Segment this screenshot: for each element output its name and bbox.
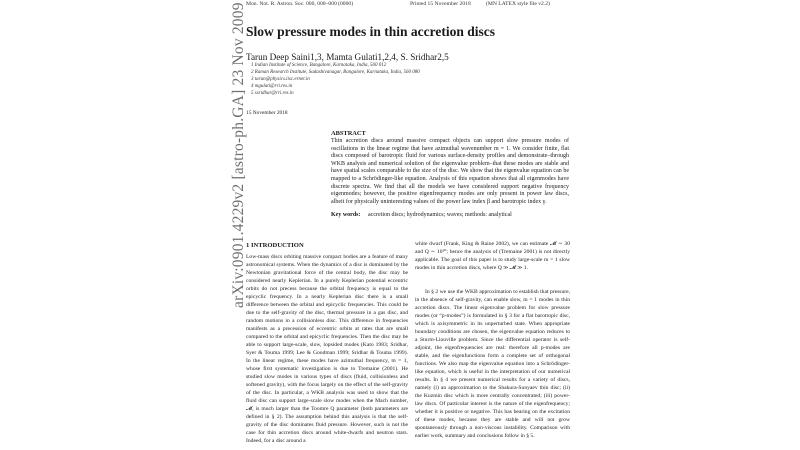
author-email-3: 5 ssridhar@rri.res.in <box>251 91 294 96</box>
paragraph: In § 2 we use the WKB approximation to establish that pressure, in the absence of self-gravity, can enable slow, m = 1 modes in thin accretion discs. The linear eigenvalue problem for slow pressure modes (or “p-modes”) is formulated in § 3 for a flat barotropic disc, which is axisymmetric in its unperturbed state. When appropriate boundary conditions are chosen, the eigenvalue equation reduces to a Sturm-Liouville problem. Since the differential operator is self-adjoint, the eigenfrequencies are real: therefore all p-modes are stable, and the eigenfunctions form a complete set of orthogonal functions. We also map the eigenvalue equation into a Schrödinger-like equation, which is useful in the interpretation of our numerical results. In § 4 we present numerical results for a variety of discs, namely (i) an approximation to the Shakura-Sunyaev thin disc; (ii) the Kuzmin disc which is more centrally concentrated; (iii) power-law discs. Of particular interest is the nature of the eigenfrequency; whether it is positive or negative. This has bearing on the excitation of these modes, because they are stable and will not grow spontaneously through a non-viscous instability. Comparison with earlier work, summary and conclusions follow in § 5. <box>415 289 570 440</box>
author-email-1: 3 tarun@physics.iisc.ernet.in <box>251 77 310 82</box>
keywords-line <box>331 212 512 218</box>
paragraph: Low-mass discs orbiting massive compact bodies are a feature of many astronomical systems. When the dynamics of a disc is dominated by the Newtonian gravitational force of the central body, the disc may be considered nearly Keplerian. In a purely Keplerian potential eccentric orbits do not precess because the orbital frequency is equal to the epicyclic frequency. In a nearly Keplerian disc there is a small difference between the orbital and epicyclic frequencies. This could be due to the self-gravity of the disc, thermal pressure in a gas disc, and random motions in a collisionless disc. This difference in frequencies manifests as a precession of eccentric orbits at rates that are small compared to the orbital and epicyclic frequencies. Then the disc may be able to support large-scale, slow, lopsided modes (Kato 1983; Sridhar, Syer & Touma 1999; Lee & Goodman 1999; Sridhar & Touma 1999). In the linear regime, these modes have azimuthal frequency, m = 1, whose first systematic investigation is due to Tremaine (2001). He studied slow modes in various types of discs (fluid, collisionless and softened gravity), with the focus largely on the effect of the self-gravity of the disc. In particular, a WKB analysis was used to show that the fluid disc can support large-scale slow modes when the Mach number, 𝓜, is much larger than the Toomre Q parameter (both parameters are defined in § 2). The assumption behind this analysis is that the self-gravity of the disc dominates fluid pressure. However, such is not the case for thin accretion discs around white-dwarfs and neutron stars. Indeed, for a disc around a <box>246 254 408 445</box>
affiliation-1: 1 Indian Institute of Science, Bangalore, Karnataka, India, 560 012 <box>251 63 387 68</box>
paragraph-gap <box>415 272 570 288</box>
author-email-2: 4 mgulati@rri.res.in <box>251 84 293 89</box>
arxiv-stamp: arXiv:0901.4229v2 [astro-ph.GA] 23 Nov 2009 <box>230 2 247 308</box>
right-column <box>415 240 570 450</box>
author-list: Tarun Deep Saini1,3, Mamta Gulati1,2,4, S. Sridhar2,5 <box>246 52 449 62</box>
submission-date: 15 November 2018 <box>246 110 288 116</box>
style-file-note: (MN LATEX style file v2.2) <box>486 1 550 7</box>
section-heading: 1 INTRODUCTION <box>246 242 304 249</box>
paper-title: Slow pressure modes in thin accretion discs <box>246 24 496 39</box>
printed-date: Printed 15 November 2018 <box>410 1 471 7</box>
keywords-text: accretion discs; hydrodynamics; waves; methods: analytical <box>368 212 512 218</box>
left-column <box>246 253 408 450</box>
affiliation-2: 2 Raman Research Institute, Sadashivanagar, Bangalore, Karnataka, India, 560 080 <box>251 70 420 75</box>
keywords-label: Key words: <box>331 212 361 218</box>
paragraph: white dwarf (Frank, King & Raine 2002), we can estimate 𝓜 ∼ 30 and Q ∼ 10¹⁰; hence the analysis of (Tremaine 2001) is not directly applicable. The goal of this paper is to study large-scale m = 1 slow modes in thin accretion discs, where Q ≫ 𝓜 ≫ 1. <box>415 241 570 272</box>
abstract-text: Thin accretion discs around massive compact objects can support slow pressure modes of oscillations in the linear regime that have azimuthal wavenumber m = 1. We consider finite, flat discs composed of barotropic fluid for various surface-density profiles and demonstrate–through WKB analysis and numerical solution of the eigenvalue problem–that these modes are stable and have spatial scales comparable to the size of the disc. We show that the eigenvalue equation can be mapped to a Schrödinger-like equation. Analysis of this equation shows that all eigenmodes have discrete spectra. We find that all the models we have considered support negative frequency eigenmodes; however, the positive eigenfrequency modes are only present in power law discs, albeit for physically uninteresting values of the power law index β and barotropic index γ. <box>331 138 569 205</box>
journal-header: Mon. Not. R. Astron. Soc. 000, 000–000 (0000) <box>246 1 354 7</box>
abstract-heading: ABSTRACT <box>331 130 366 137</box>
